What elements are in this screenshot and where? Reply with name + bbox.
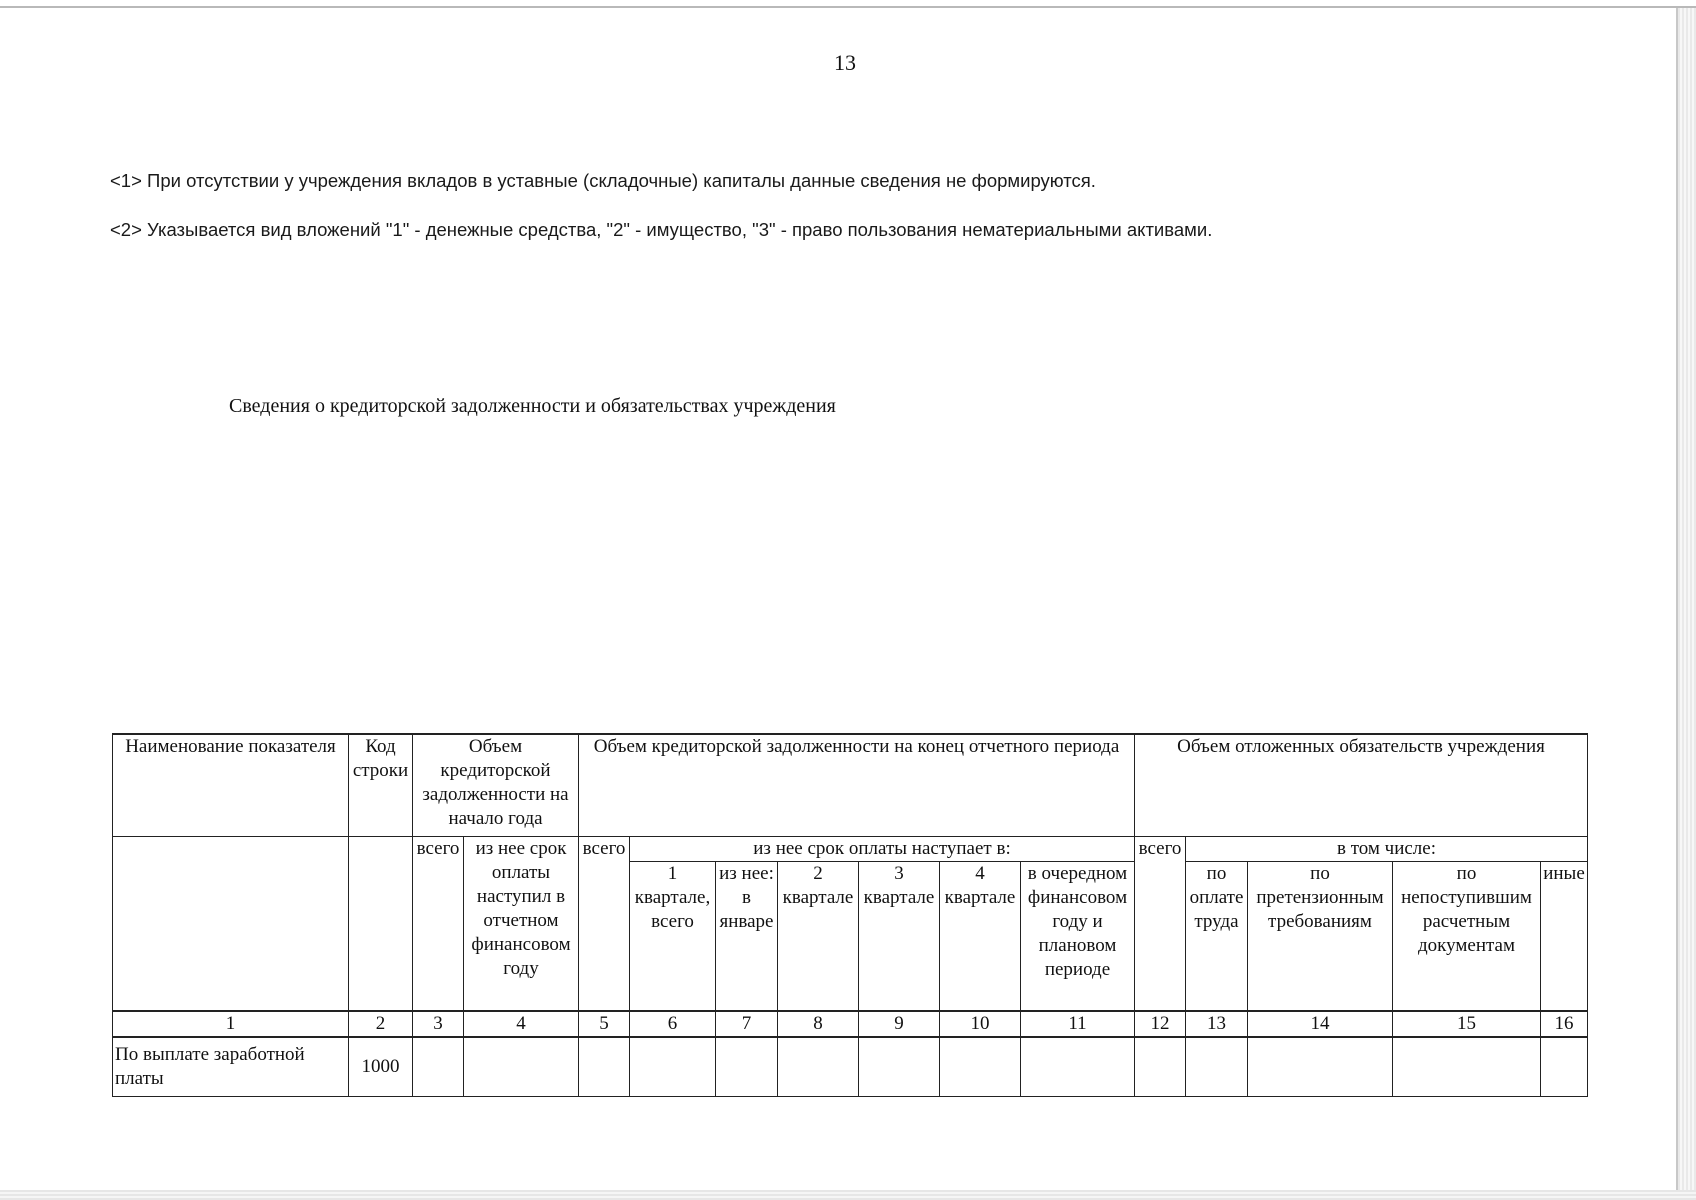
row-cell [464,1037,579,1097]
header-end-total: всего [579,836,630,1011]
column-number: 4 [464,1011,579,1037]
column-number: 8 [778,1011,859,1037]
section-title: Сведения о кредиторской задолженности и обязательствах учреждения [229,395,836,417]
row-cell [1541,1037,1588,1097]
header-wages: по оплате труда [1186,861,1248,1011]
row-cell [1248,1037,1393,1097]
header-claims: по претензионным требованиям [1248,861,1393,1011]
column-number: 2 [349,1011,413,1037]
column-number: 5 [579,1011,630,1037]
row-cell [859,1037,940,1097]
page-edge-bottom [0,1190,1696,1200]
page-edge-right [1676,8,1696,1200]
row-cell [1393,1037,1541,1097]
header-code: Код строки [349,734,413,836]
header-name: Наименование показателя [113,734,349,836]
row-cell [1021,1037,1135,1097]
page-edge-top [0,6,1696,8]
row-cell [579,1037,630,1097]
column-number: 6 [630,1011,716,1037]
header-start-total: всего [413,836,464,1011]
column-number: 14 [1248,1011,1393,1037]
row-cell [413,1037,464,1097]
row-cell [716,1037,778,1097]
column-number: 13 [1186,1011,1248,1037]
header-code-blank [349,836,413,1011]
column-number-row [113,1011,1588,1037]
column-number: 1 [113,1011,349,1037]
footnote-1: <1> При отсутствии у учреждения вкладов в уставные (складочные) капиталы данные сведения не формируются. [110,170,1096,191]
row-cell [1135,1037,1186,1097]
column-number: 12 [1135,1011,1186,1037]
column-number: 10 [940,1011,1021,1037]
header-name-blank [113,836,349,1011]
column-number: 11 [1021,1011,1135,1037]
header-q3: 3 квартале [859,861,940,1011]
header-start-volume: Объем кредиторской задолженности на начало года [413,734,579,836]
header-q4: 4 квартале [940,861,1021,1011]
row-cell [630,1037,716,1097]
debt-table [112,733,1588,1097]
table-row [113,1037,1588,1097]
header-docs: по непоступившим расчетным документам [1393,861,1541,1011]
header-due-in: из нее срок оплаты наступает в: [630,836,1135,861]
header-deferred-total: всего [1135,836,1186,1011]
header-start-overdue: из нее срок оплаты наступил в отчетном финансовом году [464,836,579,1011]
column-number: 9 [859,1011,940,1037]
column-number: 15 [1393,1011,1541,1037]
column-number: 3 [413,1011,464,1037]
header-q2: 2 квартале [778,861,859,1011]
column-number: 7 [716,1011,778,1037]
row-cell [778,1037,859,1097]
header-end-volume: Объем кредиторской задолженности на конец отчетного периода [579,734,1135,836]
header-q1: 1 квартале, всего [630,861,716,1011]
row-cell [1186,1037,1248,1097]
row-name: По выплате заработной платы [113,1037,349,1097]
header-deferred: Объем отложенных обязательств учреждения [1135,734,1588,836]
header-other: иные [1541,861,1588,1011]
row-code: 1000 [349,1037,413,1097]
header-january: из нее: в январе [716,861,778,1011]
header-next-period: в очередном финансовом году и плановом периоде [1021,861,1135,1011]
row-cell [940,1037,1021,1097]
column-number: 16 [1541,1011,1588,1037]
page-number: 13 [834,50,856,75]
header-including: в том числе: [1186,836,1588,861]
footnote-2: <2> Указывается вид вложений "1" - денежные средства, "2" - имущество, "3" - право пользования нематериальными активами. [110,219,1213,240]
